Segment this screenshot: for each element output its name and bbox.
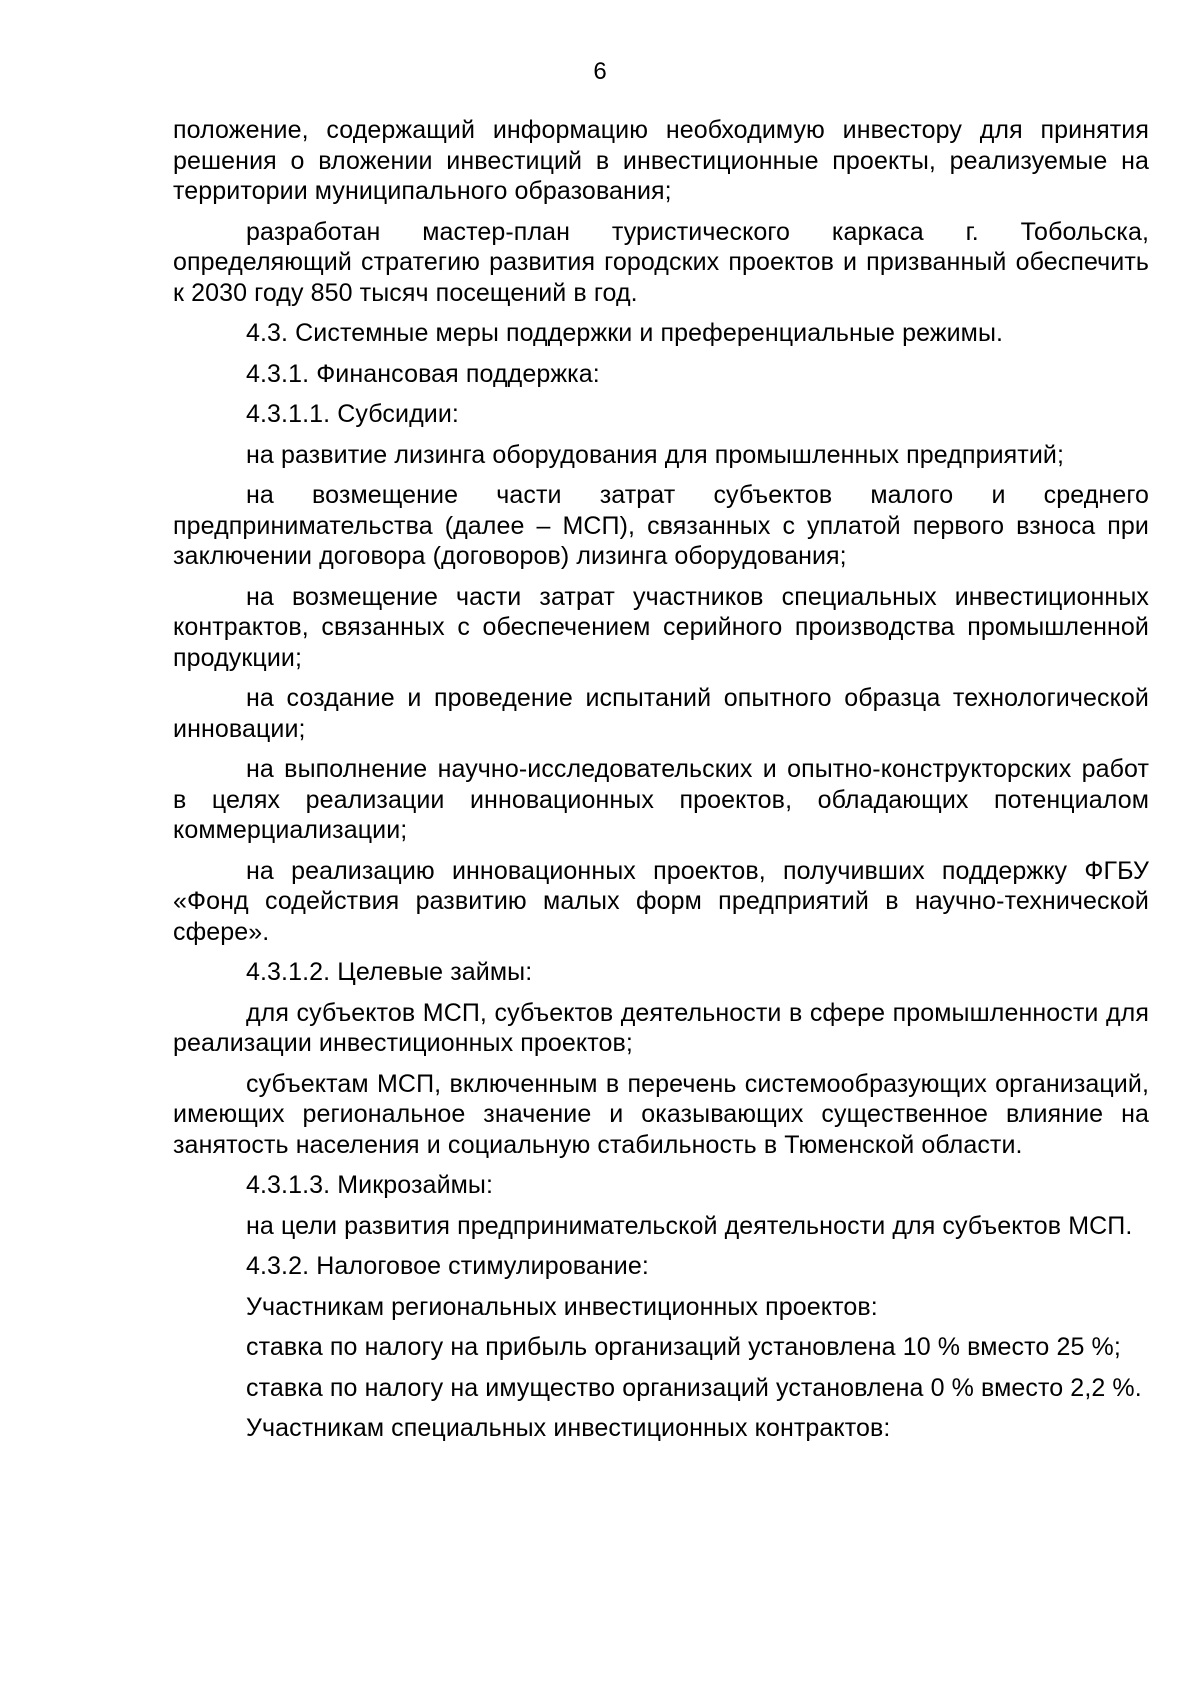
list-item-loan-system-org: субъектам МСП, включенным в перечень системообразующих организаций, имеющих региональное значение и оказывающих существенное влияние на занятость населения и социальную стабильность в Тюменской области.	[173, 1069, 1149, 1159]
list-item-loan-msp: для субъектов МСП, субъектов деятельности в сфере промышленности для реализации инвестиционных проектов;	[173, 998, 1149, 1057]
section-heading-4-3-1-2: 4.3.1.2. Целевые займы:	[246, 958, 533, 986]
list-item-subsidy-leasing: на развитие лизинга оборудования для промышленных предприятий;	[246, 440, 1065, 469]
section-heading-4-3-1-3: 4.3.1.3. Микрозаймы:	[246, 1171, 494, 1199]
list-item-profit-tax: ставка по налогу на прибыль организаций установлена 10 % вместо 25 %;	[246, 1333, 1121, 1361]
document-body	[173, 115, 1149, 1454]
section-heading-4-3-1-1: 4.3.1.1. Субсидии:	[246, 400, 459, 428]
section-heading-4-3-1: 4.3.1. Финансовая поддержка:	[246, 359, 600, 388]
paragraph-master-plan: разработан мастер-план туристического каркаса г. Тобольска, определяющий стратегию развития городских проектов и призванный обеспечить к 2030 году 850 тысяч посещений в год.	[173, 217, 1149, 307]
list-item-microloan: на цели развития предпринимательской деятельности для субъектов МСП.	[246, 1211, 1133, 1240]
list-item-subsidy-prototype: на создание и проведение испытаний опытного образца технологической инновации;	[173, 684, 1149, 743]
list-item-subsidy-innovation-fund: на реализацию инновационных проектов, получивших поддержку ФГБУ «Фонд содействия развитию малых форм предприятий в научно-технической сфере».	[173, 856, 1149, 946]
list-item-subsidy-spic: на возмещение части затрат участников специальных инвестиционных контрактов, связанных с обеспечением серийного производства промышленной продукции;	[173, 582, 1149, 672]
page-number: 6	[593, 58, 607, 85]
list-item-property-tax: ставка по налогу на имущество организаций установлена 0 % вместо 2,2 %.	[246, 1373, 1142, 1402]
subheading-spic-participants: Участникам специальных инвестиционных контрактов:	[246, 1414, 891, 1442]
list-item-subsidy-msp-leasing: на возмещение части затрат субъектов малого и среднего предпринимательства (далее – МСП), связанных с уплатой первого взноса при заключении договора (договоров) лизинга оборудования;	[173, 481, 1149, 570]
section-heading-4-3: 4.3. Системные меры поддержки и преференциальные режимы.	[246, 319, 1004, 347]
list-item-subsidy-rnd: на выполнение научно-исследовательских и опытно-конструкторских работ в целях реализации инновационных проектов, обладающих потенциалом коммерциализации;	[173, 755, 1149, 844]
paragraph-continuation: положение, содержащий информацию необходимую инвестору для принятия решения о вложении инвестиций в инвестиционные проекты, реализуемые на территории муниципального образования;	[173, 116, 1149, 205]
section-heading-4-3-2: 4.3.2. Налоговое стимулирование:	[246, 1252, 649, 1280]
subheading-regional-projects: Участникам региональных инвестиционных проектов:	[246, 1292, 878, 1321]
